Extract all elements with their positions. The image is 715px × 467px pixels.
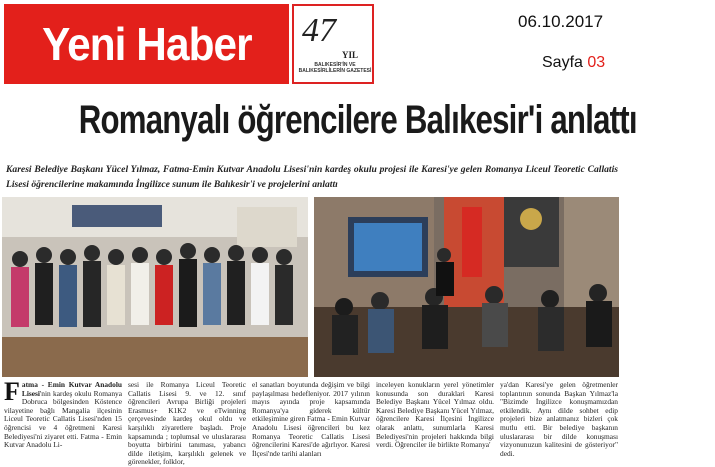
- newspaper-logo: [4, 4, 289, 84]
- group-photo-students-icon: [2, 197, 308, 377]
- article-column-5: ya'dan Karesi'ye gelen öğretmenler toplantının sonunda Başkan Yılmaz'la "Bizimde İngilizce konuşmamızdan etkilendik. Aynı dilde sohbet edip projeleri bize anlatmanız bizleri çok mutlu etti. Bir belediye başkanın uluslararası bir dilde konuşması vizyonunuzun kalitesini de gösteriyor" dedi.: [500, 380, 618, 458]
- article-column-3: el sanatları boyutunda değişim ve bilgi paylaşılması hedefleniyor. 2017 yılının mayıs ayında proje kapsamında Romanya'ya giderek kültür etkileşimine giren Fatma - Emin Kutvar Anadolu Lisesi öğrencileri bu kez Romanya Teoretic Callatis Lisesi öğrencilerini Karesi'de ağırlıyor. Karesi İlçesi'nde tarihi alanları: [252, 380, 371, 458]
- issue-date: 06.10.2017: [518, 12, 604, 31]
- column-1-lead: atma - Emin Kutvar Anadolu Lisesi: [21, 380, 122, 398]
- photo-group-students: [2, 197, 308, 377]
- anniversary-badge: [292, 4, 374, 84]
- drop-cap: F: [4, 377, 20, 406]
- meeting-room-photo-icon: [314, 197, 619, 377]
- anniversary-number: 47: [302, 12, 336, 49]
- photo-meeting-room: [314, 197, 619, 377]
- article-lede: Karesi Belediye Başkanı Yücel Yılmaz, Fatma-Emin Kutvar Anadolu Lisesi'nin kardeş okulu projesi ile Karesi'ye gelen Romanya Liceul Teoretic Callatis Lisesi öğrencilerine makamında İngilizce sunum ile Balıkesir'i ve projelerini anlattı: [6, 164, 618, 190]
- article-column-1: [4, 377, 122, 459]
- headline-text: Romanyalı öğrencilere Balıkesir'i anlattı: [78, 98, 637, 142]
- anniversary-caption: BALIKESİR'İN VE BALIKESİRLİLERİN GAZETESİ: [298, 62, 372, 74]
- article-column-4: inceleyen konukların yerel yönetimler konusunda son duraklari Karesi Belediye Başkanı Yücel Yılmaz oldu. Karesi Belediye Başkanı Yücel Yılmaz, öğrencilere Karesi İlçesini İngilizce olarak anlattı, sunumlarla Karesi Belediyesi'nin projeleri hakkında bilgi verdi. Öğrenciler ile birlikte Romanya': [376, 380, 494, 450]
- column-1-text: 'nin kardeş okulu Romanya Dobruca bölgesinden Köstence vilayetine bağlı Mangalia ilçesinin Liceul Teoretic Callatis Lisesi'nden 15 öğrencisi ve 4 öğretmeni Karesi Belediyesi'ni ziyaret etti. Fatma - Emin Kutvar Anadolu Li-: [4, 388, 122, 450]
- brand-name: Yeni Haber: [41, 18, 252, 70]
- anniversary-suffix: YIL: [342, 50, 359, 60]
- article-column-2: sesi ile Romanya Liceul Teoretic Callatis Lisesi 9. ve 12. sınıf öğrencileri Avrupa Birliği projeleri Erasmus+ K1K2 ve eTwinning çerçevesinde kardeş okul oldu ve karşılıklı ziyaretlere başladı. Proje kapsamında ; toplumsal ve uluslararası boyutta birbirini tanıması, yabancı dilde iletişim, karşılıklı gelenek ve görenekler, folklor,: [128, 380, 246, 467]
- page-number: 03: [587, 54, 606, 71]
- article-body: [4, 377, 618, 467]
- masthead: [4, 4, 374, 84]
- page-label: Sayfa: [542, 54, 583, 71]
- headline: [0, 98, 637, 143]
- page-indicator: [542, 54, 605, 72]
